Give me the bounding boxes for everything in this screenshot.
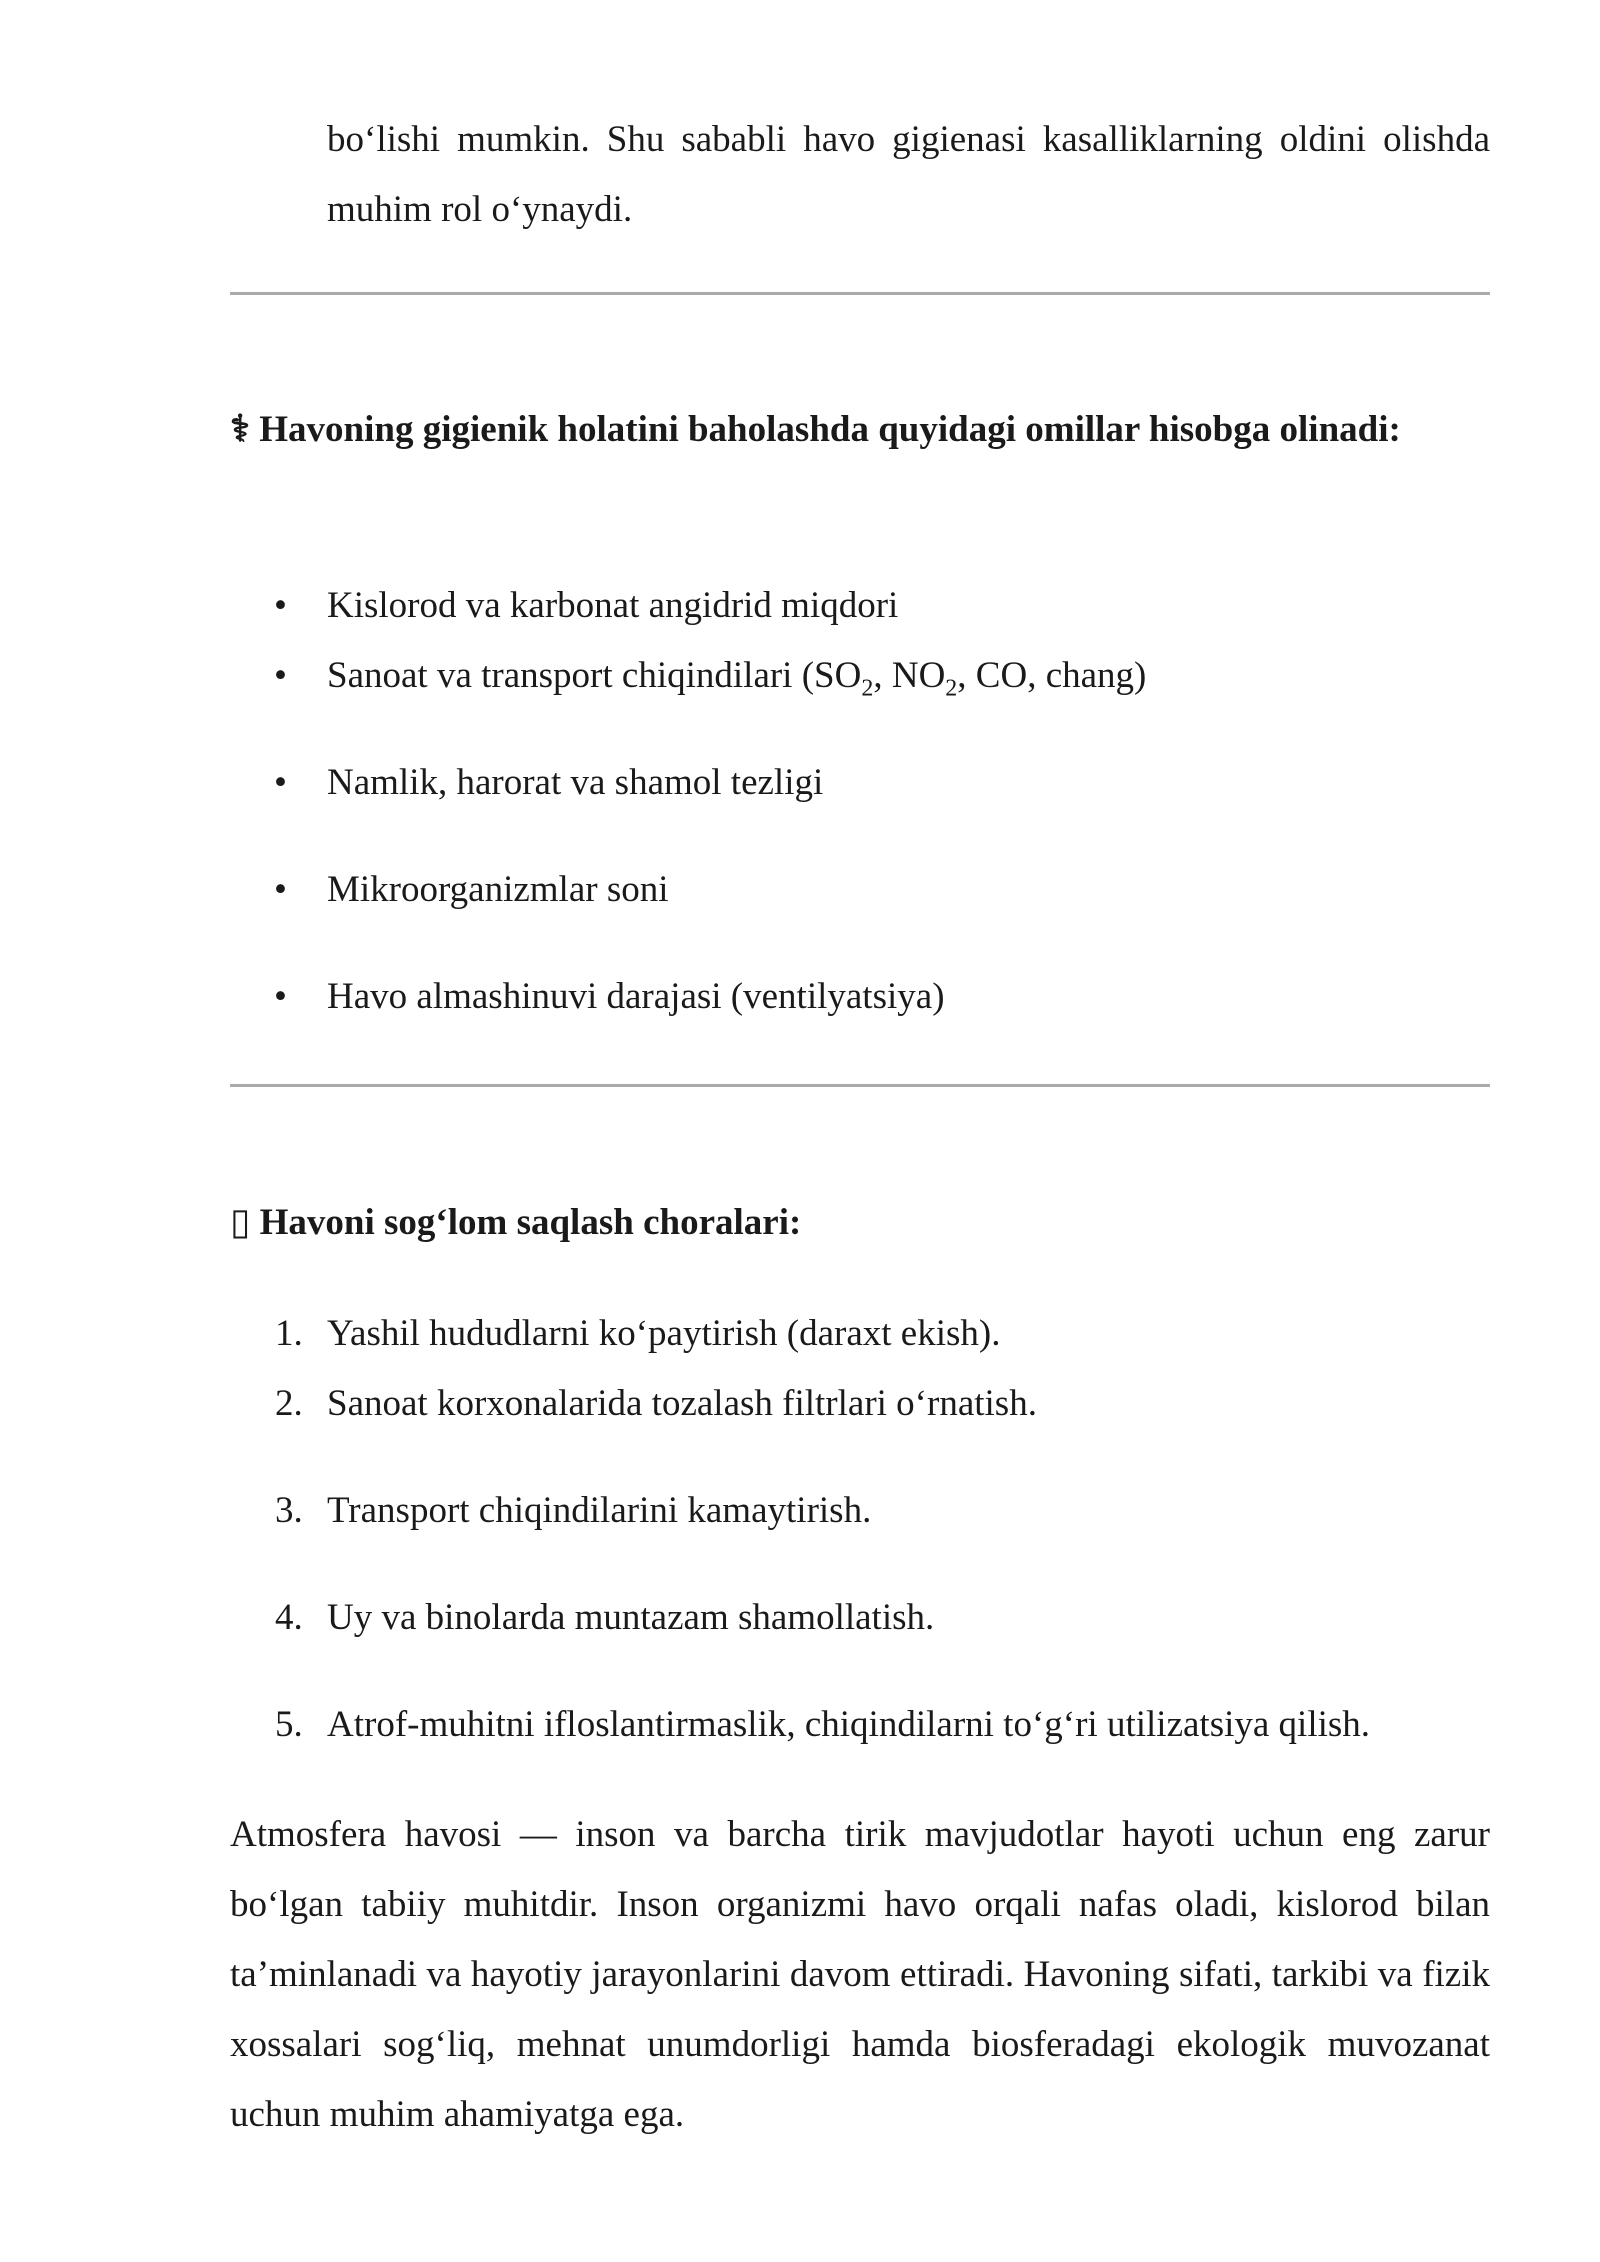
bullet-icon: •	[274, 585, 287, 626]
subscript: 2	[861, 675, 874, 702]
missing-glyph-icon: ▯	[230, 1202, 251, 1243]
list-item-number: 4.	[275, 1597, 303, 1638]
list-item-text: Uy va binolarda muntazam shamollatish.	[327, 1597, 935, 1638]
list-item-number: 5.	[275, 1704, 303, 1745]
list-item-text: Yashil hududlarni ko‘paytirish (daraxt ekish).	[327, 1313, 1001, 1354]
section2-heading	[230, 1186, 1490, 1260]
list-item-text: Namlik, harorat va shamol tezligi	[327, 762, 824, 803]
list-item-number: 3.	[275, 1490, 303, 1531]
section2-heading-text: Havoni sog‘lom saqlash choralari:	[259, 1202, 802, 1243]
bullet-icon: •	[274, 762, 287, 803]
final-paragraph: Atmosfera havosi — inson va barcha tirik mavjudotlar hayoti uchun eng zarur bo‘lgan tabiiy muhitdir. Inson organizmi havo orqali nafas oladi, kislorod bilan ta’minlanadi va hayotiy jarayonlarini davom ettiradi. Havoning sifati, tarkibi va fizik xossalari sog‘liq, mehnat unumdorligi hamda biosferadagi ekologik muvozanat uchun muhim ahamiyatga ega.	[230, 1814, 1490, 2135]
list-item-text-part: , CO, chang)	[957, 655, 1147, 696]
divider-2	[230, 1084, 1490, 1087]
list-item-text	[327, 652, 1146, 700]
list-item-text: Sanoat korxonalarida tozalash filtrlari o‘rnatish.	[327, 1383, 1037, 1424]
subscript: 2	[945, 675, 958, 702]
list-item-text: Mikroorganizmlar soni	[327, 869, 669, 910]
list-item-number: 1.	[275, 1313, 303, 1354]
list-item-text: Havo almashinuvi darajasi (ventilyatsiya)	[327, 976, 945, 1017]
section1-heading	[230, 393, 1490, 467]
caduceus-icon: ⚕	[230, 409, 251, 450]
bullet-icon: •	[274, 869, 287, 910]
continuation-paragraph: bo‘lishi mumkin. Shu sababli havo gigienasi kasalliklarning oldini olishda muhim rol o‘ynaydi.	[327, 119, 1490, 230]
list-item-text: Kislorod va karbonat angidrid miqdori	[327, 585, 899, 626]
bullet-icon: •	[274, 655, 287, 696]
list-item-text: Transport chiqindilarini kamaytirish.	[327, 1490, 872, 1531]
list-item-text: Atrof-muhitni ifloslantirmaslik, chiqindilarni to‘g‘ri utilizatsiya qilish.	[327, 1704, 1371, 1745]
bullet-icon: •	[274, 976, 287, 1017]
list-item-number: 2.	[275, 1383, 303, 1424]
list-item-text-part: , NO	[873, 655, 946, 696]
divider-1	[230, 292, 1490, 295]
section1-heading-text: Havoning gigienik holatini baholashda quyidagi omillar hisobga olinadi:	[259, 409, 1401, 450]
list-item-text-part: Sanoat va transport chiqindilari (SO	[327, 655, 862, 696]
